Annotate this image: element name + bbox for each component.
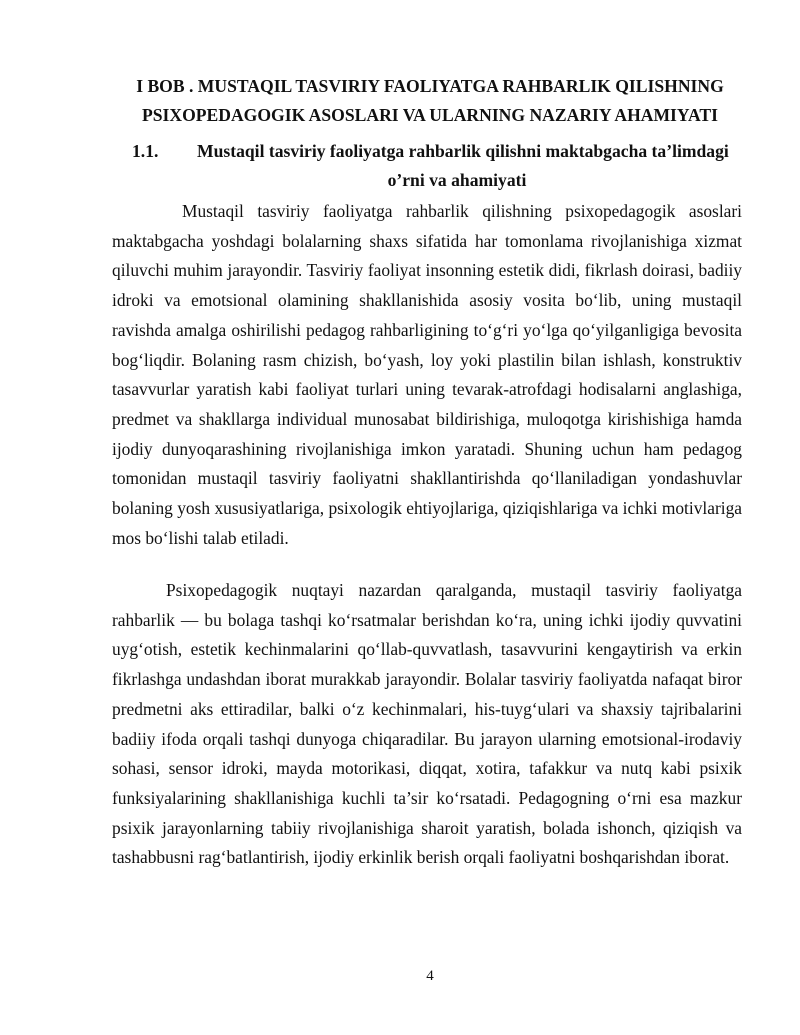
section-heading [112,137,762,195]
section-title-line-2: o’rni va ahamiyati [387,170,527,190]
section-title-line-1: Mustaqil tasviriy faoliyatga rahbarlik qilishni maktabgacha ta’limdagi [197,141,729,161]
body-paragraph-2: Psixopedagogik nuqtayi nazardan qaralganda, mustaqil tasviriy faoliyatga rahbarlik — bu bolaga tashqi ko‘rsatmalar berishdan ko‘ra, uning ichki ijodiy quvvatini uyg‘otish, estetik kechinmalarini qo‘llab-quvvatlash, tasavvurini kengaytirish va erkin fikrlashga undashdan iborat murakkab jarayondir. Bolalar tasviriy faoliyatda nafaqat biror predmetni aks ettiradilar, balki o‘z kechinmalari, his-tuyg‘ulari va shaxsiy tajribalarini badiiy ifoda orqali tashqi dunyoga chiqaradilar. Bu jarayon ularning emotsional-irodaviy sohasi, sensor idroki, mayda motorikasi, diqqat, xotira, tafakkur va nutq kabi psixik funksiyalarining shakllanishiga kuchli ta’sir ko‘rsatadi. Pedagogning o‘rni esa mazkur psixik jarayonlarning tabiiy rivojlanishiga sharoit yaratish, bolada ishonch, qiziqish va tashabbusni rag‘batlantirish, ijodiy erkinlik berish orqali faoliyatni boshqarishdan iborat. [112,580,742,868]
section-number: 1.1. [132,141,159,161]
section-heading-row [112,137,762,166]
chapter-title-line-2: PSIXOPEDAGOGIK ASOSLARI VA ULARNING NAZARIY AHAMIYATI [142,105,718,125]
page-number: 4 [426,968,434,984]
body-paragraph-1: Mustaqil tasviriy faoliyatga rahbarlik qilishning psixopedagogik asoslari maktabgacha yoshdagi bolalarning shaxs sifatida har tomonlama rivojlanishiga xizmat qiluvchi muhim jarayondir. Tasviriy faoliyat insonning estetik didi, fikrlash doirasi, badiiy idroki va emotsional olamining shakllanishida asosiy vosita bo‘lib, uning mustaqil ravishda amalga oshirilishi pedagog rahbarligining to‘g‘ri yo‘lga qo‘yilganligiga bevosita bog‘liqdir. Bolaning rasm chizish, bo‘yash, loy yoki plastilin bilan ishlash, konstruktiv tasavvurlar yaratish kabi faoliyat turlari uning tevarak-atrofdagi hodisalarni anglashiga, predmet va shakllarga individual munosabat bildirishiga, muloqotga kirishishiga hamda ijodiy dunyoqarashining rivojlanishiga imkon yaratadi. Shuning uchun ham pedagog tomonidan mustaqil tasviriy faoliyatni shakllantirishda qo‘llaniladigan yondashuvlar bolaning yosh xususiyatlariga, psixologik ehtiyojlariga, qiziqishlariga va ichki motivlariga mos bo‘lishi talab etiladi. [112,201,742,548]
chapter-title-line-1: I BOB . MUSTAQIL TASVIRIY FAOLIYATGA RAHBARLIK QILISHNING [136,76,724,96]
